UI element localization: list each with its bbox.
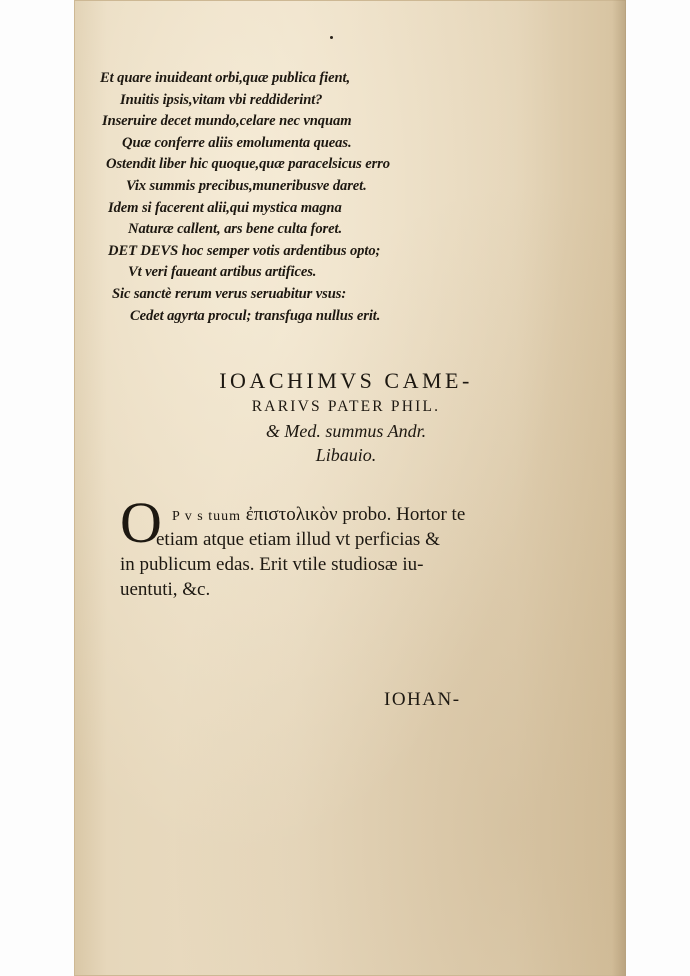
verse-line: Cedet agyrta procul; transfuga nullus erit. xyxy=(130,307,381,324)
drop-capital: O xyxy=(120,490,162,555)
letter-text: probo. Hortor te xyxy=(342,504,466,525)
verse-line: Idem si facerent alii,qui mystica magna xyxy=(108,199,342,216)
letter-line: etiam atque etiam illud vt perficias & xyxy=(156,529,440,550)
verse-line: Sic sanctè rerum verus seruabitur vsus: xyxy=(112,285,347,302)
letter-heading xyxy=(126,367,566,467)
verse-block xyxy=(100,68,570,327)
ink-mark xyxy=(330,36,333,39)
letter-body xyxy=(120,490,540,602)
verse-line: Naturæ callent, ars bene culta foret. xyxy=(128,221,342,238)
heading-recipient-name: Libauio. xyxy=(315,445,377,465)
verse-line: Vt veri faueant artibus artifices. xyxy=(128,264,317,281)
verse-line: Inseruire decet mundo,celare nec vnquam xyxy=(102,113,352,130)
heading-title-line: RARIVS PATER PHIL. xyxy=(251,398,441,415)
verse-line: Ostendit liber hic quoque,quæ paracelsicus erro xyxy=(106,156,390,173)
book-page xyxy=(74,0,626,976)
verse-line: Quæ conferre aliis emolumenta queas. xyxy=(122,134,352,151)
letter-line xyxy=(120,496,540,527)
greek-word: ἐπιστολικὸν xyxy=(245,504,338,525)
catchword: IOHAN- xyxy=(384,689,461,710)
verse-line: Vix summis precibus,muneribusve daret. xyxy=(126,177,367,194)
verse-line: Inuitis ipsis,vitam vbi reddiderint? xyxy=(120,91,323,108)
letter-line: uentuti, &c. xyxy=(120,579,211,600)
heading-recipient-line: & Med. summus Andr. xyxy=(265,421,427,441)
verse-line: Et quare inuideant orbi,quæ publica fient, xyxy=(100,70,351,86)
small-caps-word: P v s tuum xyxy=(172,509,241,524)
letter-line: in publicum edas. Erit vtile studiosæ iu- xyxy=(120,554,424,575)
verse-line: DET DEVS hoc semper votis ardentibus opto; xyxy=(108,242,381,259)
heading-author-line: IOACHIMVS CAME- xyxy=(219,368,473,393)
